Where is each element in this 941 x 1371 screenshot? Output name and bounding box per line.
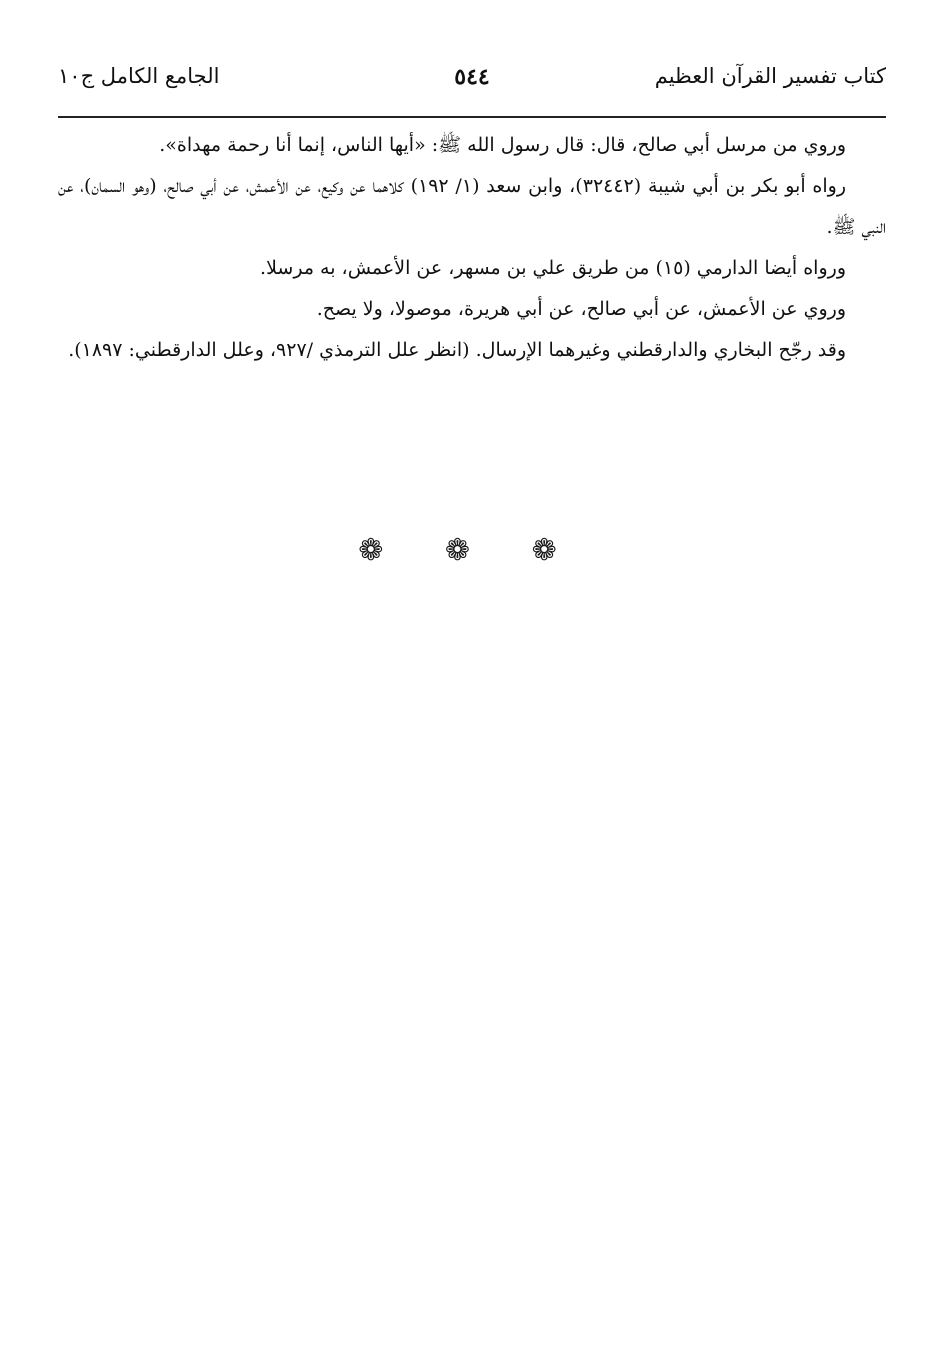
page-body xyxy=(58,125,886,371)
volume-label: الجامع الكامل ج١٠ xyxy=(58,64,220,88)
paragraph-4: وروي عن الأعمش، عن أبي صالح، عن أبي هريرة، موصولا، ولا يصح. xyxy=(316,298,846,320)
paragraph-3: ورواه أيضا الدارمي (١٥) من طريق علي بن مسهر، عن الأعمش، به مرسلا. xyxy=(260,257,846,279)
flower-ornament-icon: ❁ xyxy=(358,533,410,568)
page-header xyxy=(58,58,886,110)
page-number: ٥٤٤ xyxy=(454,64,490,90)
flower-ornament-icon: ❁ xyxy=(531,533,583,568)
book-title: كتاب تفسير القرآن العظيم xyxy=(654,64,886,88)
paragraph-5: وقد رجّح البخاري والدارقطني وغيرهما الإرسال. (انظر علل الترمذي /٩٢٧، وعلل الدارقطني: ١٨٩٧). xyxy=(68,339,846,361)
section-end-ornaments xyxy=(0,533,941,568)
header-divider xyxy=(58,116,886,118)
paragraph-2: رواه أبو بكر بن أبي شيبة (٣٢٤٤٢)، وابن سعد (١/ ١٩٢) كلاهما عن وكيع، عن الأعمش، عن أبي صالح، (وهو السمان)، عن النبي ﷺ. xyxy=(58,175,886,238)
flower-ornament-icon: ❁ xyxy=(444,533,497,568)
paragraph-1: وروي من مرسل أبي صالح، قال: قال رسول الله ﷺ: «أيها الناس، إنما أنا رحمة مهداة». xyxy=(159,134,846,156)
